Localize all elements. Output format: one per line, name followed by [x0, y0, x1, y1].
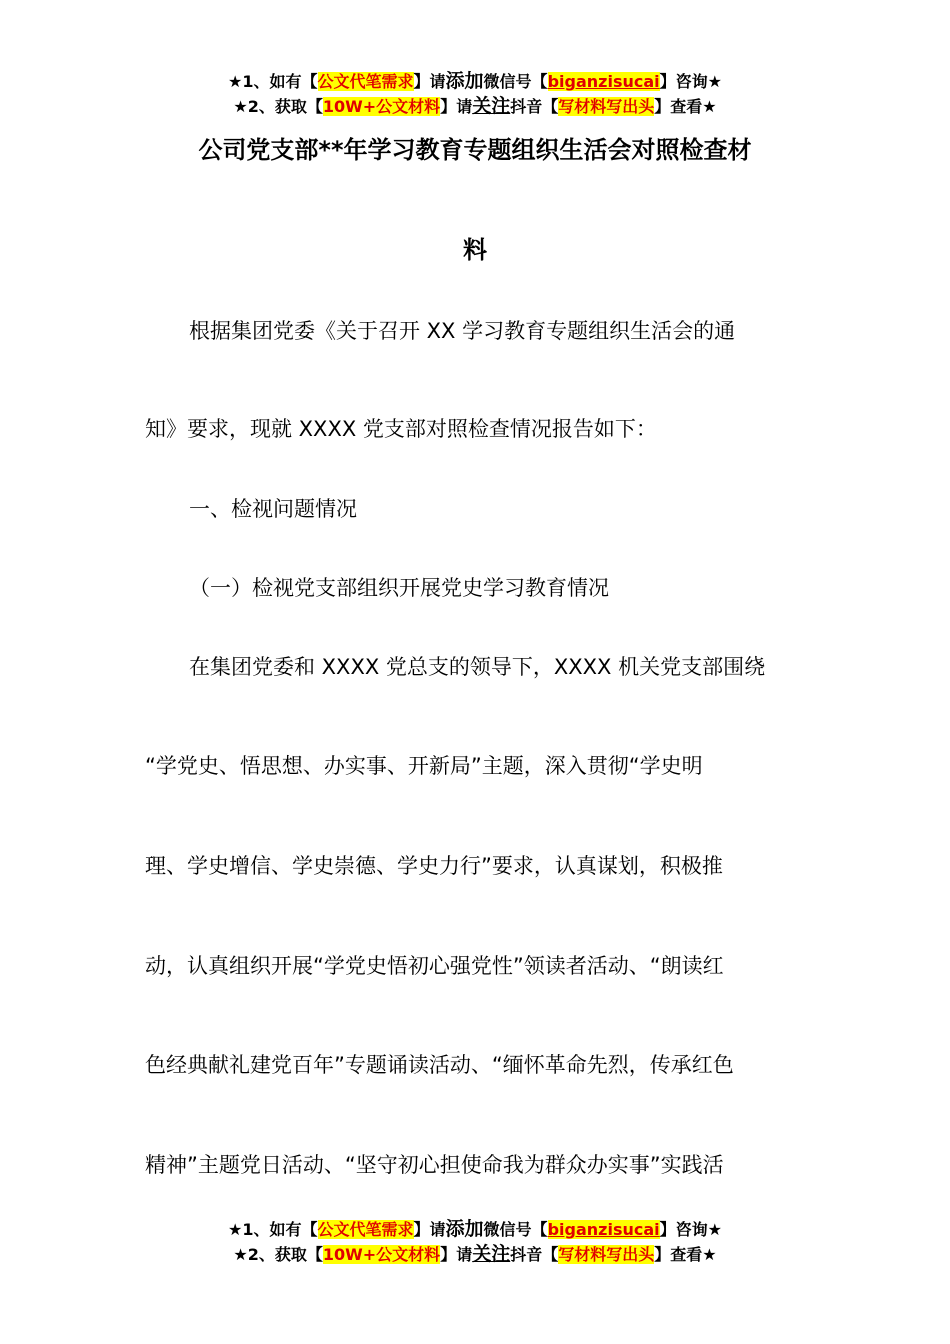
banner-text: 】请 [413, 72, 446, 91]
section-heading: 一、检视问题情况 [189, 497, 357, 521]
banner-text: 】咨询★ [659, 72, 722, 91]
doc-title-line-1: 公司党支部**年学习教育专题组织生活会对照检查材 [198, 136, 752, 164]
banner-text: 】咨询★ [659, 1220, 722, 1239]
paragraph-line: “学党史、悟思想、办实事、开新局”主题，深入贯彻“学史明 [145, 754, 703, 778]
paragraph-line: 精神”主题党日活动、“坚守初心担使命我为群众办实事”实践活 [145, 1153, 724, 1177]
banner-text: 抖音【 [510, 1245, 559, 1264]
banner-highlight: 公文代笔需求 [317, 72, 414, 91]
banner-text: 抖音【 [510, 97, 559, 116]
banner-wechat-id: biganzisucai [547, 1220, 660, 1239]
doc-title-line-2: 料 [463, 236, 487, 264]
banner-line-1 [0, 69, 950, 94]
banner-wechat-id: biganzisucai [547, 72, 660, 91]
paragraph-line: 在集团党委和 XXXX 党总支的领导下，XXXX 机关党支部围绕 [189, 655, 766, 679]
banner-highlight: 10W+公文材料 [322, 97, 441, 116]
banner-highlight: 10W+公文材料 [322, 1245, 441, 1264]
banner-text: ★1、如有【 [228, 72, 318, 91]
paragraph-line: 理、学史增信、学史崇德、学史力行”要求，认真谋划，积极推 [145, 854, 723, 878]
banner-highlight: 写材料写出头 [558, 97, 655, 116]
banner-text: ★2、获取【 [233, 1245, 323, 1264]
banner-emphasis: 关注 [472, 95, 511, 117]
banner-text: ★1、如有【 [228, 1220, 318, 1239]
banner-emphasis: 添加 [445, 1218, 484, 1240]
banner-highlight: 写材料写出头 [558, 1245, 655, 1264]
paragraph-line: 根据集团党委《关于召开 XX 学习教育专题组织生活会的通 [189, 319, 736, 343]
banner-text: 】请 [413, 1220, 446, 1239]
paragraph-line: 动，认真组织开展“学党史悟初心强党性”领读者活动、“朗读红 [145, 954, 724, 978]
bottom-banner [0, 1217, 950, 1267]
banner-emphasis: 添加 [445, 70, 484, 92]
banner-text: 微信号【 [483, 72, 548, 91]
banner-text: ★2、获取【 [233, 97, 323, 116]
banner-text: 微信号【 [483, 1220, 548, 1239]
paragraph-line: 色经典献礼建党百年”专题诵读活动、“缅怀革命先烈，传承红色 [145, 1053, 734, 1077]
banner-text: 】请 [440, 1245, 473, 1264]
banner-text: 】请 [440, 97, 473, 116]
banner-line-2 [0, 1242, 950, 1267]
banner-text: 】查看★ [654, 97, 717, 116]
banner-emphasis: 关注 [472, 1243, 511, 1265]
paragraph-line: 知》要求，现就 XXXX 党支部对照检查情况报告如下： [145, 417, 657, 441]
banner-highlight: 公文代笔需求 [317, 1220, 414, 1239]
banner-line-2 [0, 94, 950, 119]
banner-text: 】查看★ [654, 1245, 717, 1264]
banner-line-1 [0, 1217, 950, 1242]
subsection-heading: （一）检视党支部组织开展党史学习教育情况 [189, 576, 609, 600]
top-banner [0, 69, 950, 119]
